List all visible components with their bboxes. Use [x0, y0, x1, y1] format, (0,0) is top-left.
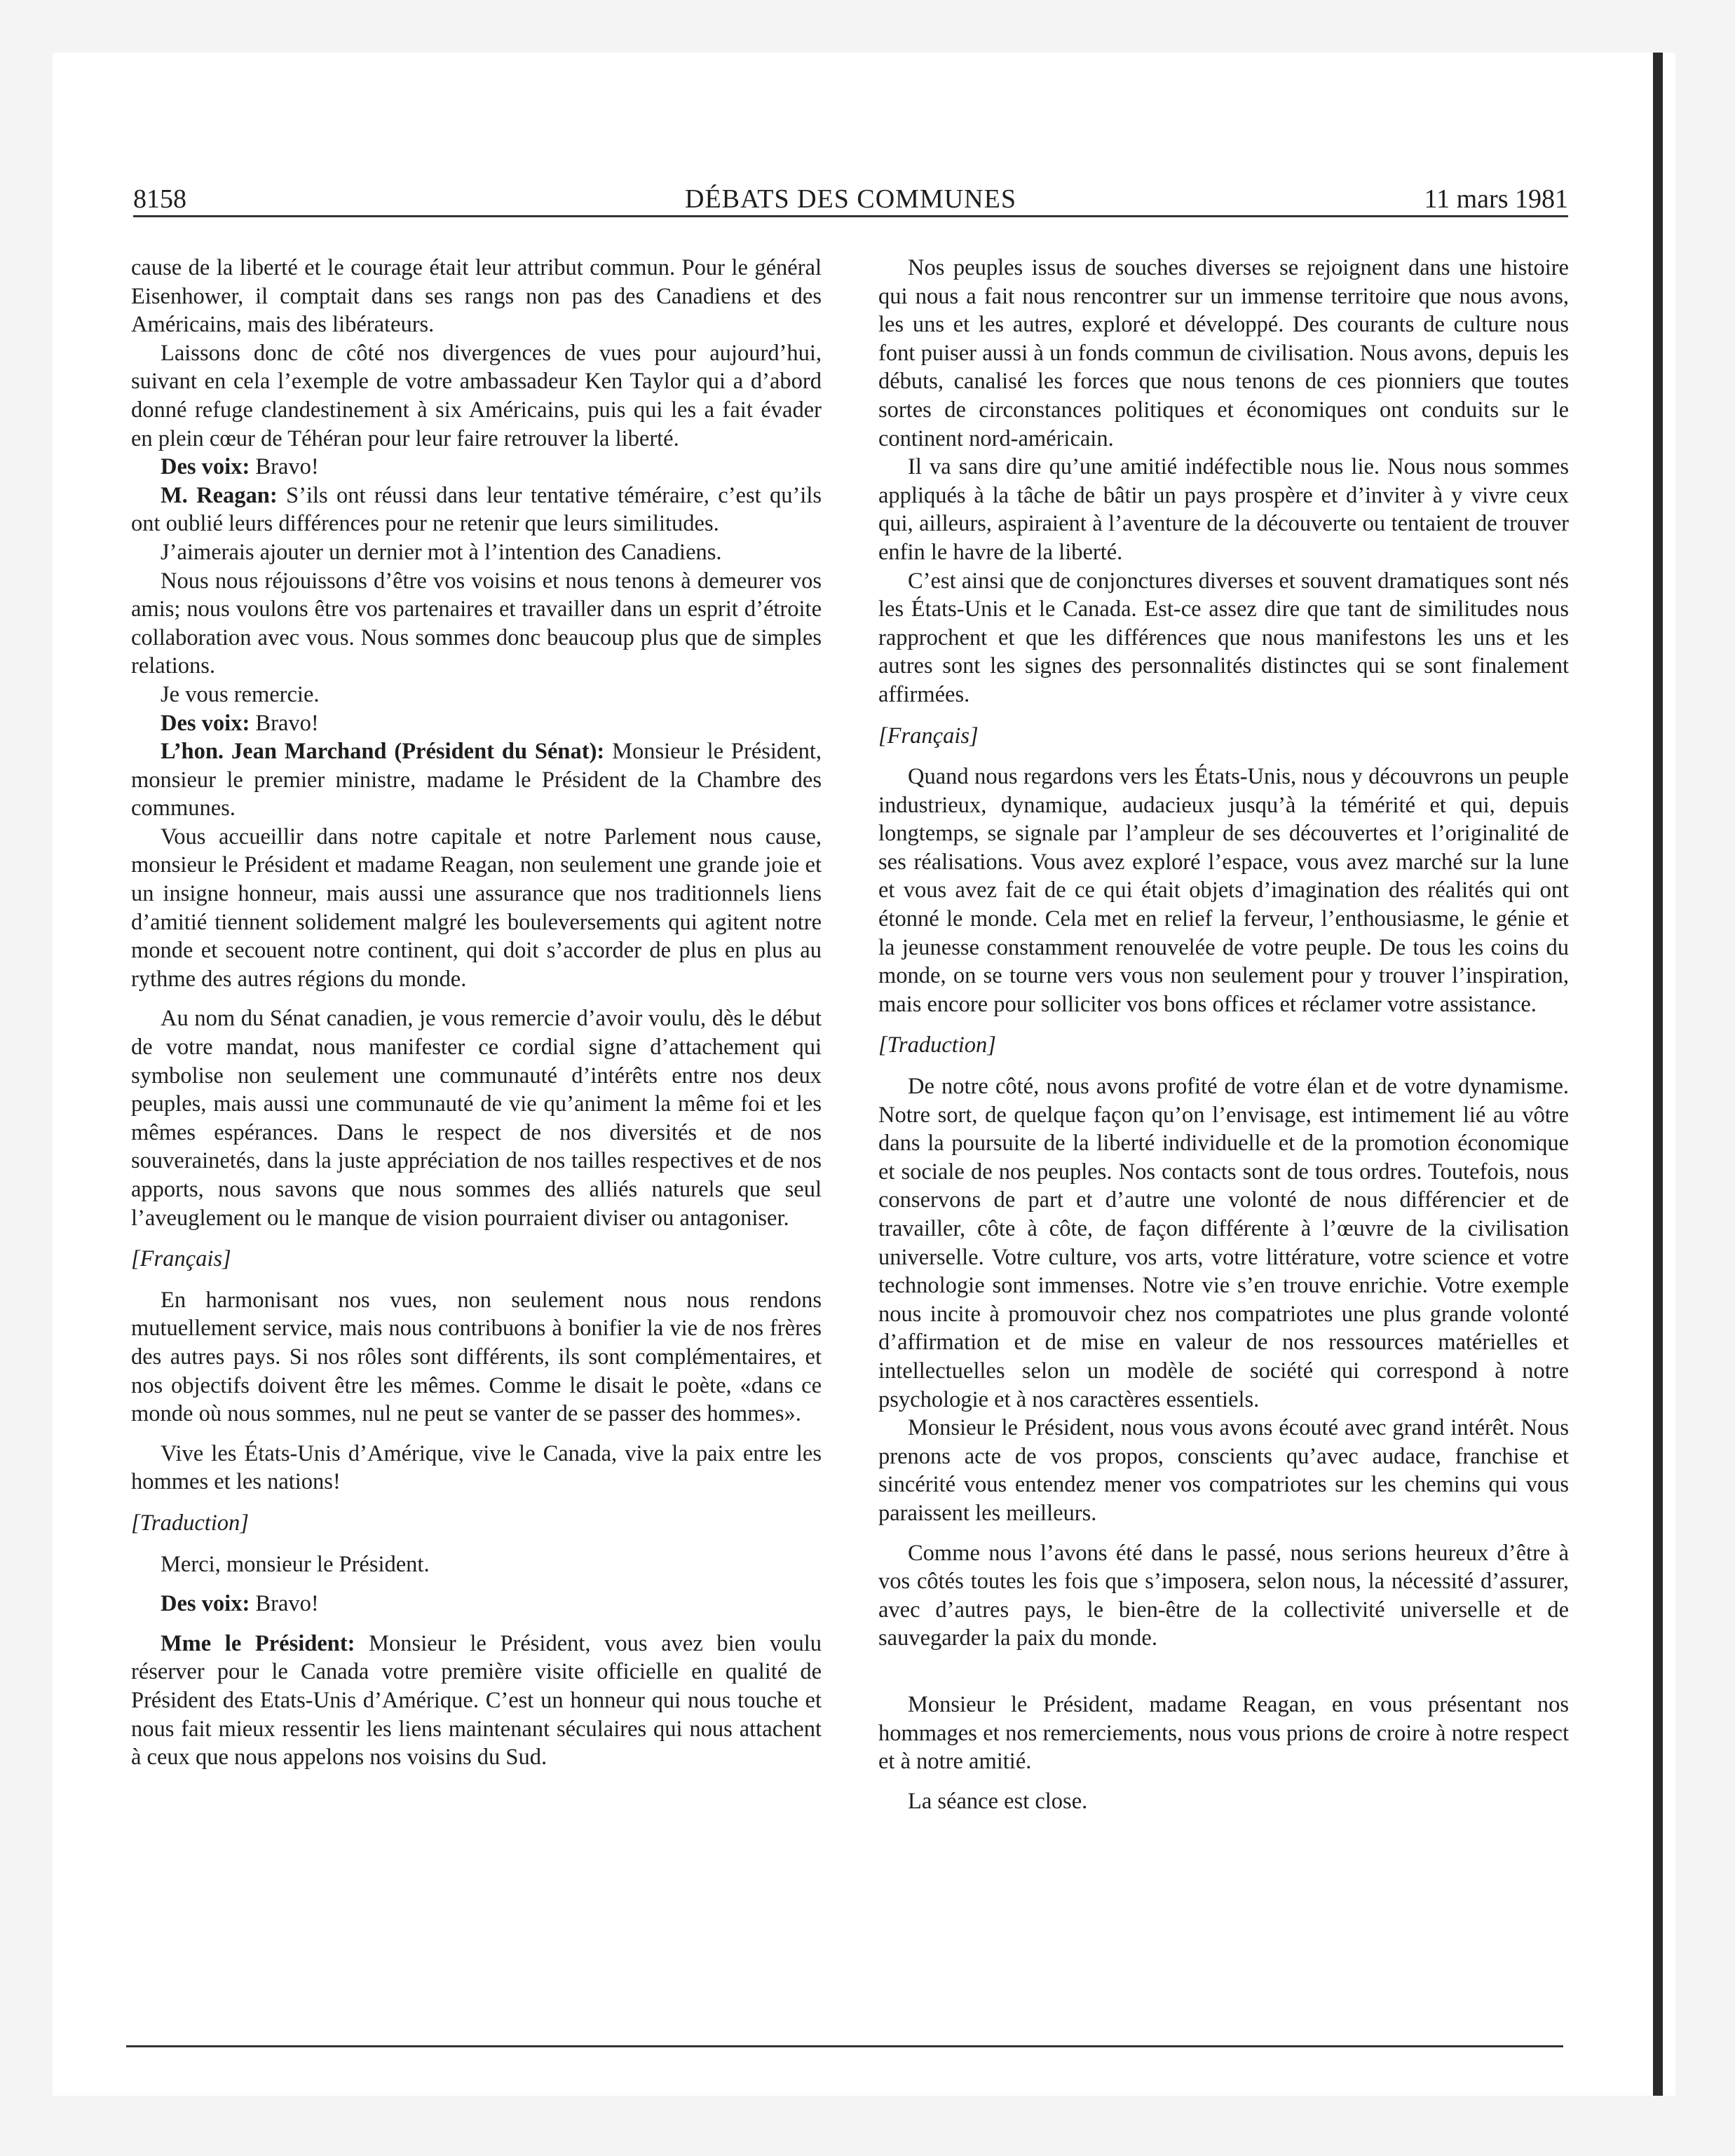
- speech: [131, 1590, 822, 1618]
- speaker-name: Des voix:: [161, 454, 250, 480]
- speech: [131, 737, 822, 823]
- header-rule: [133, 215, 1568, 217]
- paragraph: J’aimerais ajouter un dernier mot à l’intention des Canadiens.: [161, 539, 722, 565]
- paragraph: Monsieur le Président, nous vous avons écouté avec grand intérêt. Nous prenons acte de vos propos, conscients qu’avec audace, franchise et sincérité vous entendez mener vos compatriotes sur les chemins qui vous paraissent les meilleurs.: [878, 1415, 1569, 1526]
- paragraph: cause de la liberté et le courage était leur attribut commun. Pour le général Eisenhower, il comptait dans ses rangs non pas des Canadiens et des Américains, mais des libérateurs.: [131, 255, 822, 338]
- language-note: [Français]: [131, 1246, 231, 1272]
- paragraph: C’est ainsi que de conjonctures diverses et souvent dramatiques sont nés les États-Unis et le Canada. Est-ce assez dire que tant de similitudes nous rapprochent et que les différences que nous manifestons les uns et les autres sont les signes des personnalités distinctes qui se sont finalement affirmées.: [878, 568, 1569, 707]
- speaker-name: Des voix:: [161, 710, 250, 736]
- scan-edge-bar: [1653, 53, 1663, 2096]
- paragraph: Laissons donc de côté nos divergences de vues pour aujourd’hui, suivant en cela l’exemple de votre ambassadeur Ken Taylor qui a d’abord donné refuge clandestinement à six Américains, puis qui les a fait évader en plein cœur de Téhéran pour leur faire retrouver la liberté.: [131, 340, 822, 451]
- paragraph: Vive les États-Unis d’Amérique, vive le Canada, vive la paix entre les hommes et les nations!: [131, 1440, 822, 1495]
- speech: [131, 709, 822, 738]
- paragraph: Il va sans dire qu’une amitié indéfectible nous lie. Nous nous sommes appliqués à la tâche de bâtir un pays prospère et d’inviter à y vivre ceux qui, ailleurs, aspiraient à l’aventure de la découverte ou tentaient de trouver enfin le havre de la liberté.: [878, 454, 1569, 565]
- page-header: [133, 184, 1568, 214]
- speech: [131, 482, 822, 538]
- paragraph: Monsieur le Président, madame Reagan, en vous présentant nos hommages et nos remerciements, nous vous prions de croire à notre respect et à notre amitié.: [878, 1691, 1569, 1775]
- footer-rule: [126, 2045, 1563, 2047]
- speaker-name: L’hon. Jean Marchand (Président du Sénat):: [161, 739, 605, 765]
- paragraph: La séance est close.: [908, 1788, 1088, 1814]
- speech-text: Bravo!: [250, 710, 319, 736]
- right-column: [878, 254, 1569, 1815]
- speech-text: S’ils ont réussi dans leur tentative téméraire, c’est qu’ils ont oublié leurs différences pour ne retenir que leurs similitudes.: [131, 482, 822, 537]
- paragraph: Nous nous réjouissons d’être vos voisins et nous tenons à demeurer vos amis; nous voulons être vos partenaires et travailler dans un esprit d’étroite collaboration avec vous. Nous sommes donc beaucoup plus que de simples relations.: [131, 568, 822, 679]
- speaker-name: M. Reagan:: [161, 482, 278, 508]
- paragraph: En harmonisant nos vues, non seulement nous nous rendons mutuellement service, mais nous contribuons à bonifier la vie de nos frères des autres pays. Si nos rôles sont différents, ils sont complémentaires, et nos objectifs doivent être les mêmes. Comme le disait le poète, «dans ce monde où nous sommes, nul ne peut se vanter de se passer des hommes».: [131, 1287, 822, 1427]
- paragraph: Vous accueillir dans notre capitale et notre Parlement nous cause, monsieur le Président et madame Reagan, non seulement une grande joie et un insigne honneur, mais aussi une assurance que nos traditionnels liens d’amitié tiennent solidement malgré les bouleversements qui agitent notre monde et secouent notre continent, qui doit s’accorder de plus en plus au rythme des autres régions du monde.: [131, 824, 822, 992]
- speech-text: Bravo!: [250, 454, 319, 480]
- paragraph: Quand nous regardons vers les États-Unis, nous y découvrons un peuple industrieux, dynamique, audacieux jusqu’à la témérité et qui, depuis longtemps, se signale par l’ampleur de ses découvertes et l’originalité de ses réalisations. Vous avez exploré l’espace, vous avez marché sur la lune et vous avez fait de ce qui était objets d’imagination des réalités qui ont étonné le monde. Cela met en relief la ferveur, l’enthousiasme, le génie et la jeunesse constamment renouvelée de votre peuple. De tous les coins du monde, on se tourne vers vous non seulement pour y trouver l’inspiration, mais encore pour solliciter vos bons offices et réclamer votre assistance.: [878, 764, 1569, 1017]
- running-title: DÉBATS DES COMMUNES: [685, 184, 1016, 214]
- left-column: [131, 254, 822, 1772]
- paragraph: Comme nous l’avons été dans le passé, nous serions heureux d’être à vos côtés toutes les fois que s’imposera, selon nous, la nécessité d’assurer, avec d’autres pays, le bien-être de la collectivité universelle et de sauvegarder la paix du monde.: [878, 1540, 1569, 1651]
- paragraph: Nos peuples issus de souches diverses se rejoignent dans une histoire qui nous a fait nous rencontrer sur un immense territoire que nous avons, les uns et les autres, exploré et développé. Des courants de culture nous font puiser aussi à un fonds commun de civilisation. Nous avons, depuis les débuts, canalisé les forces que nous tenons de ces pionniers que toutes sortes de circonstances politiques et économiques ont conduits sur le continent nord-américain.: [878, 255, 1569, 451]
- speech-text: Monsieur le Président, vous avez bien voulu réserver pour le Canada votre première visite officielle en qualité de Président des Etats-Unis d’Amérique. C’est un honneur qui nous touche et nous fait mieux ressentir les liens maintenant séculaires qui nous attachent à ceux que nous appelons nos voisins du Sud.: [131, 1630, 822, 1770]
- speaker-name: Des voix:: [161, 1591, 250, 1617]
- speaker-name: Mme le Président:: [161, 1630, 355, 1656]
- speech: [131, 1630, 822, 1772]
- paragraph: Je vous remercie.: [161, 681, 320, 707]
- speech: [131, 453, 822, 482]
- paragraph: Au nom du Sénat canadien, je vous remercie d’avoir voulu, dès le début de votre mandat, nous manifester ce cordial signe d’attachement qui symbolise non seulement une communauté d’intérêts entre nos deux peuples, mais aussi une communauté de vie qu’animent la même foi et les mêmes espérances. Dans le respect de nos diversités et de nos souverainetés, dans la juste appréciation de nos tailles respectives et de nos apports, nous savons que nous sommes des alliés naturels que seul l’aveuglement ou le manque de vision pourraient diviser ou antagoniser.: [131, 1006, 822, 1231]
- page-date: 11 mars 1981: [1424, 184, 1568, 214]
- paragraph: Merci, monsieur le Président.: [161, 1551, 430, 1577]
- speech-text: Bravo!: [250, 1591, 319, 1617]
- language-note: [Traduction]: [131, 1510, 249, 1536]
- language-note: [Français]: [878, 723, 979, 749]
- speech-text: Monsieur le Président, monsieur le premier ministre, madame le Président de la Chambre des communes.: [131, 739, 822, 821]
- language-note: [Traduction]: [878, 1032, 996, 1058]
- page-number: 8158: [133, 184, 186, 214]
- paragraph: De notre côté, nous avons profité de votre élan et de votre dynamisme. Notre sort, de quelque façon qu’on l’envisage, est intimement lié au vôtre dans la poursuite de la liberté individuelle et de la promotion économique et sociale de nos peuples. Nos contacts sont de tous ordres. Toutefois, nous conservons de part et d’autre une volonté de nous différencier et de travailler, côte à côte, de façon différente à l’œuvre de la civilisation universelle. Votre culture, vos arts, votre littérature, votre science et votre technologie sont immenses. Notre vie s’en trouve enrichie. Votre exemple nous incite à promouvoir chez nos compatriotes une plus grande volonté d’affirmation et de mise en valeur de nos ressources matérielles et intellectuelles selon un modèle de société qui correspond à notre psychologie et à nos caractères essentiels.: [878, 1074, 1569, 1412]
